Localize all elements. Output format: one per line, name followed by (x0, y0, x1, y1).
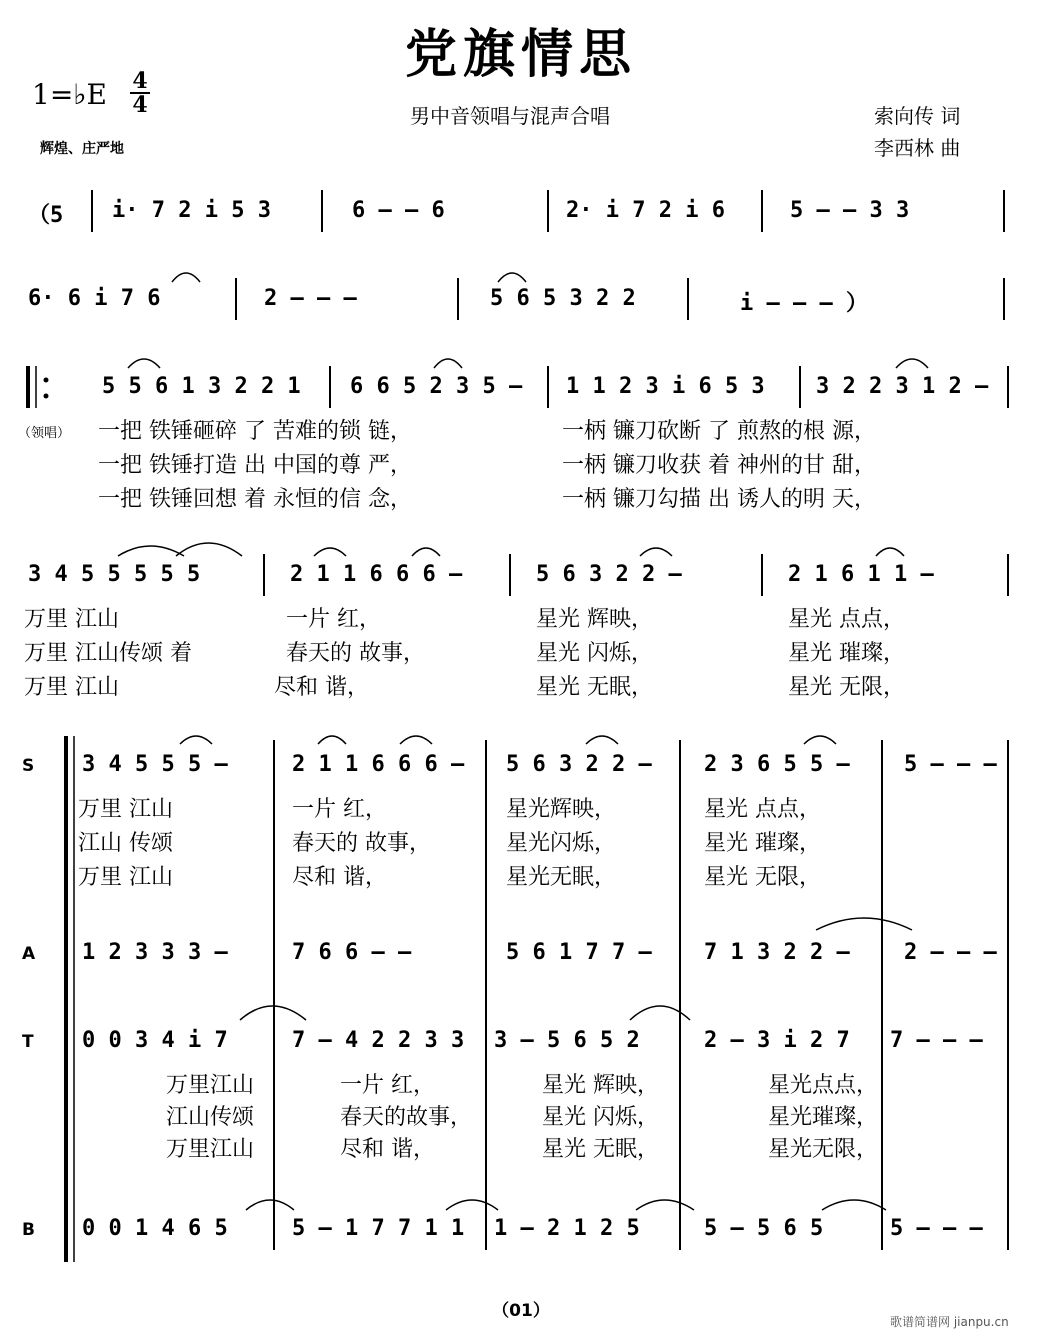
solo-a-bar-1: 5 5 6 1 3 2 2 1 (102, 374, 301, 399)
soprano-bar-3: 5 6 3 2 2 – (506, 752, 652, 777)
alto-bar-4: 7 1 3 2 2 – (704, 940, 850, 965)
solo-b-verse-2-bar-1: 万里 江山传颂 着 (24, 641, 192, 666)
intro-bar-4: 2· i 7 2 i 6 (566, 198, 725, 223)
soprano-verse-1-bar-1: 万里 江山 (78, 797, 173, 822)
alto-bar-1: 1 2 3 3 3 – (82, 940, 228, 965)
intro-bar-5: 5 – – 3 3 (790, 198, 910, 223)
soprano-bar-2: 2 1 1 6 6 6 – (292, 752, 465, 777)
solo-a-verse-2-right: 一柄 镰刀收获 着 神州的甘 甜， (562, 453, 876, 478)
soprano-verse-2-bar-4: 星光 璀璨， (704, 831, 821, 856)
intro-bar-7: 2 – – – (264, 286, 357, 311)
soprano-verse-3-bar-1: 万里 江山 (78, 865, 173, 890)
solo-b-verse-3-bar-2: 尽和 谐， (274, 675, 369, 700)
key-signature: 1=♭E (32, 78, 107, 111)
solo-a-bar-3: 1 1 2 3 i 6 5 3 (566, 374, 765, 399)
solo-a-verse-1-right: 一柄 镰刀砍断 了 煎熬的根 源， (562, 419, 876, 444)
tenor-bar-1: 0 0 3 4 i 7 (82, 1028, 228, 1053)
repeat-sign (28, 366, 49, 408)
lyricist-credit: 索向传 词 (874, 104, 961, 128)
alto-bar-3: 5 6 1 7 7 – (506, 940, 652, 965)
tenor-verse-1-bar-1: 万里江山 (166, 1073, 255, 1098)
tenor-verse-3-bar-3: 星光 无眠， (542, 1137, 659, 1162)
watermark: 歌谱简谱网 jianpu.cn (890, 1315, 1009, 1329)
solo-b-verse-3-bar-1: 万里 江山 (24, 675, 119, 700)
solo-b-verse-2-bar-4: 星光 璀璨， (788, 641, 905, 666)
tenor-bar-5: 7 – – – (890, 1028, 983, 1053)
soprano-verse-1-bar-2: 一片 红， (292, 797, 387, 822)
tenor-verse-1-bar-3: 星光 辉映， (542, 1073, 659, 1098)
part-label-alto: A (22, 944, 36, 964)
solo-a-verse-3-left: 一把 铁锤回想 着 永恒的信 念， (98, 487, 412, 512)
solo-role-label: （领唱） (18, 426, 71, 441)
soprano-verse-3-bar-3: 星光无眠， (506, 865, 617, 890)
time-signature-bottom: 4 (132, 92, 148, 118)
bass-bar-5: 5 – – – (890, 1216, 983, 1241)
soprano-bar-4: 2 3 6 5 5 – (704, 752, 850, 777)
bass-bar-2: 5 – 1 7 7 1 1 (292, 1216, 465, 1241)
part-label-soprano: S (22, 756, 35, 776)
bass-bar-1: 0 0 1 4 6 5 (82, 1216, 228, 1241)
tenor-verse-1-bar-2: 一片 红， (340, 1073, 435, 1098)
solo-b-bar-4: 2 1 6 1 1 – (788, 562, 934, 587)
tenor-verse-1-bar-4: 星光点点， (768, 1073, 879, 1098)
soprano-verse-1-bar-3: 星光辉映， (506, 797, 617, 822)
tenor-verse-3-bar-1: 万里江山 (166, 1137, 255, 1162)
solo-b-verse-3-bar-3: 星光 无眠， (536, 675, 653, 700)
soprano-verse-2-bar-2: 春天的 故事， (292, 831, 431, 856)
tempo-marking: 辉煌、庄严地 (40, 141, 124, 157)
song-title: 党旗情思 (404, 24, 637, 85)
solo-b-bar-3: 5 6 3 2 2 – (536, 562, 682, 587)
tenor-bar-4: 2 – 3 i 2 7 (704, 1028, 850, 1053)
intro-bar-9: i – – – ） (740, 291, 868, 316)
solo-b-verse-1-bar-4: 星光 点点， (788, 607, 905, 632)
page-number: （01） (492, 1301, 550, 1321)
tenor-verse-2-bar-3: 星光 闪烁， (542, 1105, 659, 1130)
bass-bar-4: 5 – 5 6 5 (704, 1216, 824, 1241)
tenor-bar-3: 3 – 5 6 5 2 (494, 1028, 640, 1053)
tenor-verse-2-bar-4: 星光璀璨， (768, 1105, 879, 1130)
intro-bar-6: 6· 6 i 7 6 (28, 286, 161, 311)
solo-a-bar-2: 6 6 5 2 3 5 – (350, 374, 523, 399)
part-label-bass: B (22, 1220, 35, 1240)
subtitle: 男中音领唱与混声合唱 (410, 104, 610, 128)
solo-b-verse-2-bar-3: 星光 闪烁， (536, 641, 653, 666)
intro-bar-3: 6 – – 6 (352, 198, 445, 223)
soprano-bar-1: 3 4 5 5 5 – (82, 752, 228, 777)
soprano-verse-2-bar-1: 江山 传颂 (78, 831, 173, 856)
tenor-verse-3-bar-4: 星光无限， (768, 1137, 879, 1162)
solo-a-bar-4: 3 2 2 3 1 2 – (816, 374, 989, 399)
tenor-bar-2: 7 – 4 2 2 3 3 (292, 1028, 465, 1053)
bass-bar-3: 1 – 2 1 2 5 (494, 1216, 640, 1241)
part-label-tenor: T (22, 1032, 34, 1052)
alto-bar-5: 2 – – – (904, 940, 997, 965)
solo-b-verse-1-bar-2: 一片 红， (286, 607, 381, 632)
soprano-verse-2-bar-3: 星光闪烁， (506, 831, 617, 856)
solo-b-bar-1: 3 4 5 5 5 5 5 (28, 562, 201, 587)
soprano-verse-3-bar-2: 尽和 谐， (292, 865, 387, 890)
soprano-verse-3-bar-4: 星光 无限， (704, 865, 821, 890)
solo-a-verse-3-right: 一柄 镰刀勾描 出 诱人的明 天， (562, 487, 876, 512)
composer-credit: 李西林 曲 (874, 136, 961, 160)
tenor-verse-3-bar-2: 尽和 谐， (340, 1137, 435, 1162)
intro-bar-2: i· 7 2 i 5 3 (112, 198, 271, 223)
tenor-verse-2-bar-1: 江山传颂 (166, 1105, 255, 1130)
soprano-bar-5: 5 – – – (904, 752, 997, 777)
intro-bar-8: 5 6 5 3 2 2 (490, 286, 636, 311)
solo-b-verse-1-bar-1: 万里 江山 (24, 607, 119, 632)
solo-a-verse-2-left: 一把 铁锤打造 出 中国的尊 严， (98, 453, 412, 478)
solo-b-verse-1-bar-3: 星光 辉映， (536, 607, 653, 632)
time-signature-top: 4 (132, 68, 148, 94)
solo-a-verse-1-left: 一把 铁锤砸碎 了 苦难的锁 链， (98, 419, 412, 444)
alto-bar-2: 7 6 6 – – (292, 940, 412, 965)
solo-b-verse-3-bar-4: 星光 无限， (788, 675, 905, 700)
soprano-verse-1-bar-4: 星光 点点， (704, 797, 821, 822)
solo-b-bar-2: 2 1 1 6 6 6 – (290, 562, 463, 587)
tenor-verse-2-bar-2: 春天的故事， (340, 1105, 473, 1130)
intro-bar-1: （5 (28, 203, 64, 228)
solo-b-verse-2-bar-2: 春天的 故事， (286, 641, 425, 666)
